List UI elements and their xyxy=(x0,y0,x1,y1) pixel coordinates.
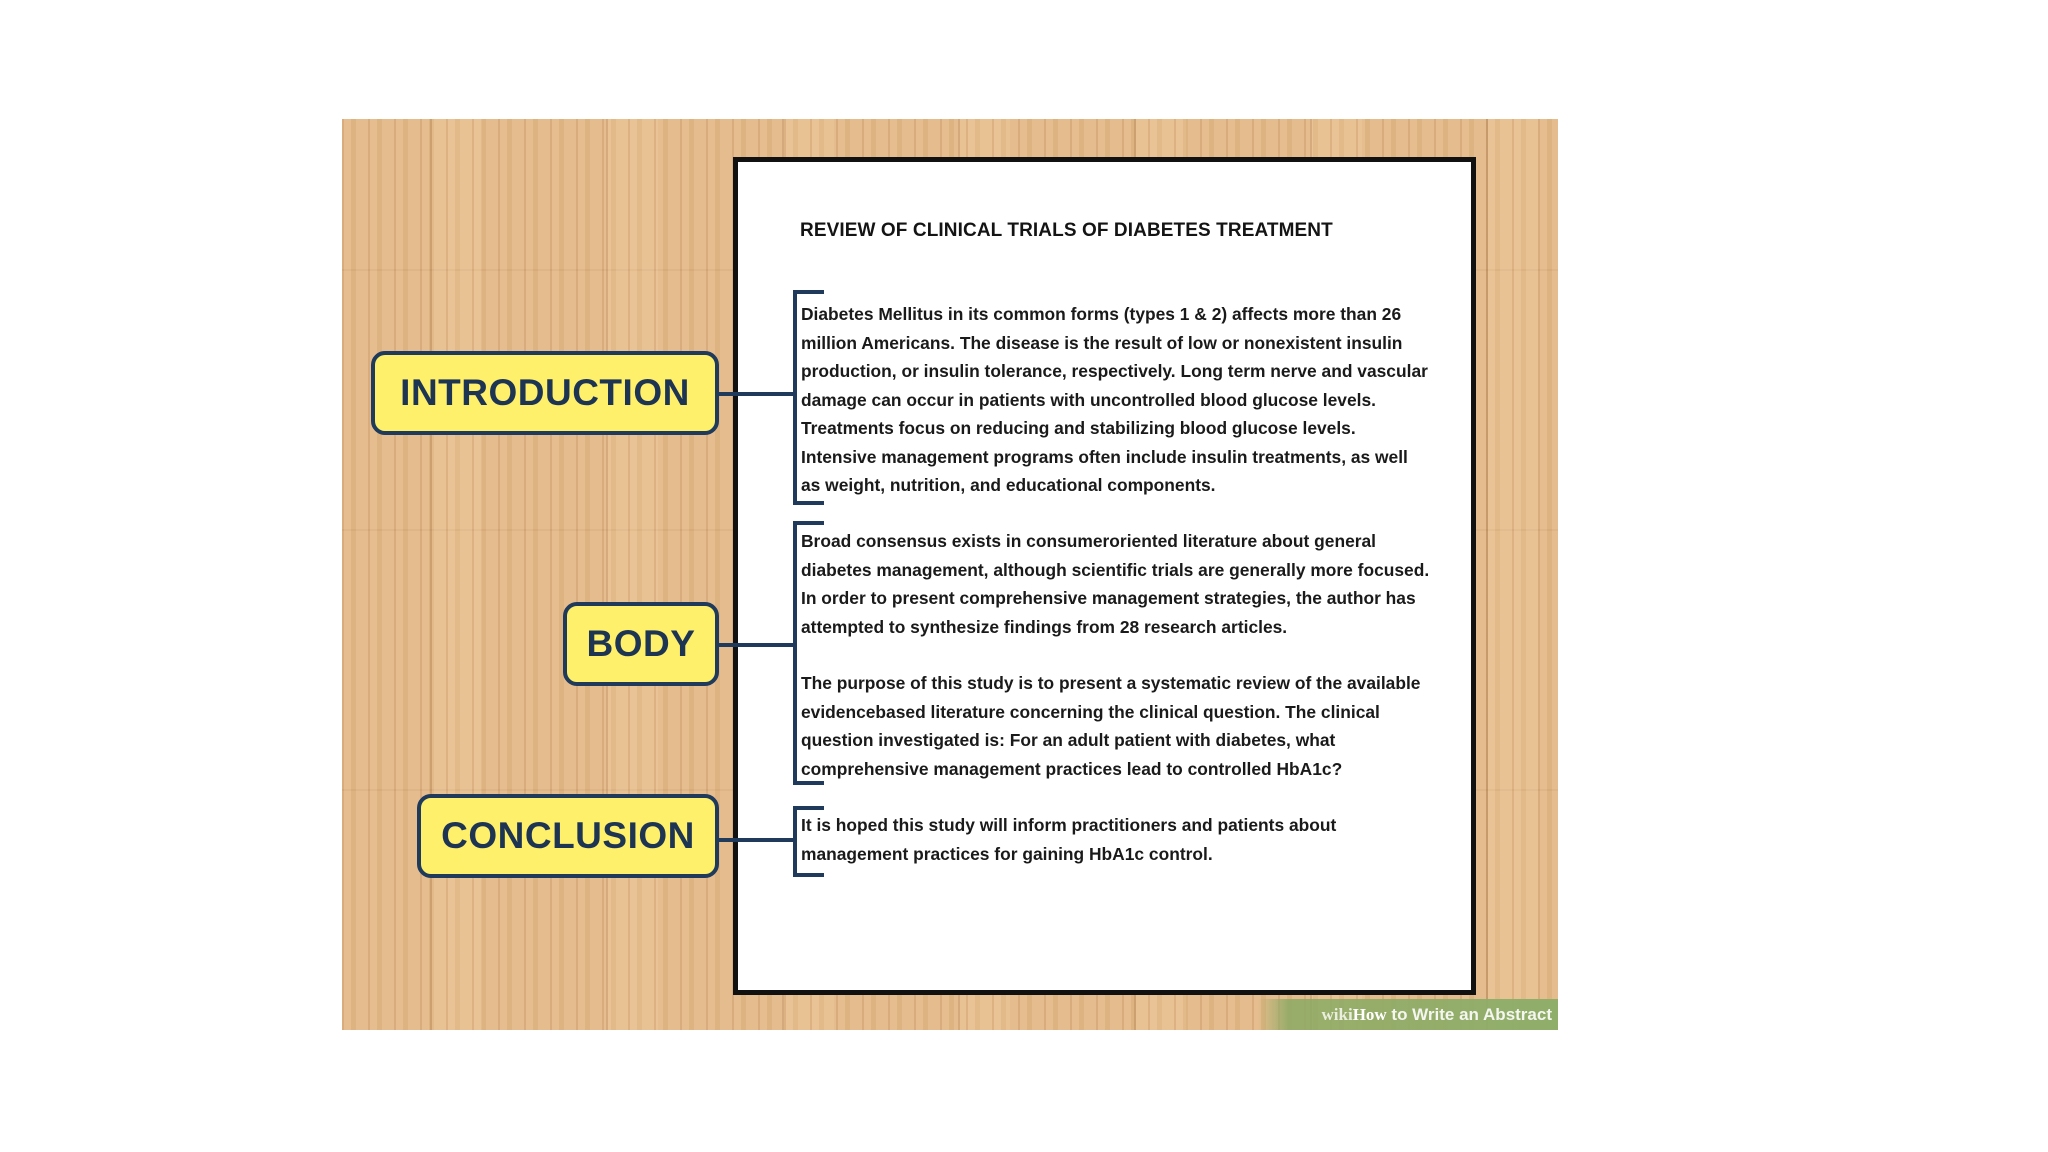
introduction-callout: INTRODUCTION xyxy=(371,351,719,435)
body-paragraph-1 xyxy=(801,527,1461,641)
watermark-how: How xyxy=(1352,1005,1387,1024)
text-line: It is hoped this study will inform practitioners and patients about xyxy=(801,815,1337,835)
text-line: Diabetes Mellitus in its common forms (types 1 & 2) affects more than 26 xyxy=(801,304,1402,324)
body-callout: BODY xyxy=(563,602,719,686)
introduction-paragraph xyxy=(801,300,1461,500)
text-line: as weight, nutrition, and educational components. xyxy=(801,475,1216,495)
document-title: REVIEW OF CLINICAL TRIALS OF DIABETES TREATMENT xyxy=(800,220,1333,241)
body-paragraph-2 xyxy=(801,669,1461,783)
text-line: question investigated is: For an adult patient with diabetes, what xyxy=(801,730,1336,750)
text-line: attempted to synthesize findings from 28 research articles. xyxy=(801,616,1288,637)
text-line: comprehensive management practices lead to controlled HbA1c? xyxy=(801,758,1343,779)
text-line: production, or insulin tolerance, respectively. Long term nerve and vascular xyxy=(801,361,1428,381)
text-line: The purpose of this study is to present a systematic review of the available xyxy=(801,673,1421,693)
text-line: In order to present comprehensive management strategies, the author has xyxy=(801,588,1416,608)
wikihow-watermark xyxy=(1258,999,1558,1030)
text-line: Treatments focus on reducing and stabilizing blood glucose levels. xyxy=(801,418,1356,438)
watermark-title: to Write an Abstract xyxy=(1386,1005,1552,1024)
conclusion-paragraph xyxy=(801,811,1461,868)
text-line: management practices for gaining HbA1c control. xyxy=(801,843,1213,864)
text-line: diabetes management, although scientific trials are generally more focused. xyxy=(801,559,1430,580)
text-line: evidencebased literature concerning the clinical question. The clinical xyxy=(801,701,1380,722)
text-line: damage can occur in patients with uncontrolled blood glucose levels. xyxy=(801,389,1376,410)
watermark-wiki: wiki xyxy=(1321,1005,1353,1024)
text-line: Broad consensus exists in consumeroriented literature about general xyxy=(801,531,1377,551)
text-line: Intensive management programs often include insulin treatments, as well xyxy=(801,446,1408,467)
text-line: million Americans. The disease is the result of low or nonexistent insulin xyxy=(801,332,1403,353)
conclusion-callout: CONCLUSION xyxy=(417,794,719,878)
